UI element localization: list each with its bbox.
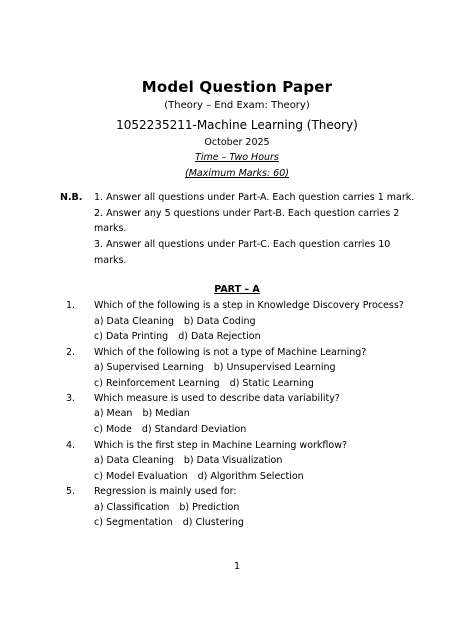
question-text: Which is the first step in Machine Learning workflow?	[94, 440, 348, 451]
option: b) Unsupervised Learning	[213, 362, 336, 373]
exam-date: October 2025	[204, 137, 270, 148]
option: d) Algorithm Selection	[197, 471, 304, 482]
question-number: 5.	[66, 486, 76, 497]
option: b) Prediction	[179, 502, 240, 513]
page-number: 1	[233, 561, 241, 572]
instruction-line: 3. Answer all questions under Part-C. Each question carries 10	[94, 239, 391, 250]
option: b) Median	[142, 408, 190, 419]
option-row	[94, 408, 190, 419]
option: d) Clustering	[182, 517, 244, 528]
question-number: 3.	[66, 393, 76, 404]
option-row	[94, 502, 239, 513]
instruction-line: 1. Answer all questions under Part-A. Each question carries 1 mark.	[94, 192, 415, 203]
option: d) Standard Deviation	[141, 424, 247, 435]
question-number: 1.	[66, 300, 76, 311]
option: a) Classification	[94, 502, 170, 513]
option-row	[94, 424, 246, 435]
option-row	[94, 455, 282, 466]
option: c) Reinforcement Learning	[94, 378, 220, 389]
option: c) Mode	[94, 424, 132, 435]
option: c) Model Evaluation	[94, 471, 188, 482]
option: c) Data Printing	[94, 331, 169, 342]
option: a) Mean	[94, 408, 133, 419]
part-a-heading: PART – A	[214, 284, 260, 295]
option: a) Data Cleaning	[94, 455, 174, 466]
option-row	[94, 331, 261, 342]
option: a) Supervised Learning	[94, 362, 204, 373]
paper-title: Model Question Paper	[141, 78, 333, 96]
option: b) Data Coding	[183, 316, 256, 327]
option-row	[94, 316, 256, 327]
question-text: Regression is mainly used for:	[94, 486, 237, 497]
option: d) Static Learning	[229, 378, 314, 389]
option: c) Segmentation	[94, 517, 173, 528]
question-number: 4.	[66, 440, 76, 451]
question-number: 2.	[66, 347, 76, 358]
option-row	[94, 378, 314, 389]
option-row	[94, 362, 336, 373]
option: d) Data Rejection	[178, 331, 261, 342]
instruction-line: marks.	[94, 255, 127, 266]
maximum-marks: (Maximum Marks: 60)	[185, 168, 289, 179]
exam-duration: Time – Two Hours	[195, 152, 279, 163]
exam-type: (Theory – End Exam: Theory)	[164, 100, 310, 111]
instruction-line: 2. Answer any 5 questions under Part-B. Each question carries 2	[94, 208, 400, 219]
nb-label: N.B.	[60, 192, 83, 203]
option-row	[94, 471, 304, 482]
question-text: Which of the following is a step in Knowledge Discovery Process?	[94, 300, 404, 311]
option: b) Data Visualization	[183, 455, 283, 466]
instruction-line: marks.	[94, 223, 127, 234]
question-text: Which of the following is not a type of Machine Learning?	[94, 347, 367, 358]
course-code-title: 1052235211-Machine Learning (Theory)	[116, 118, 358, 132]
option-row	[94, 517, 244, 528]
question-text: Which measure is used to describe data variability?	[94, 393, 340, 404]
option: a) Data Cleaning	[94, 316, 174, 327]
